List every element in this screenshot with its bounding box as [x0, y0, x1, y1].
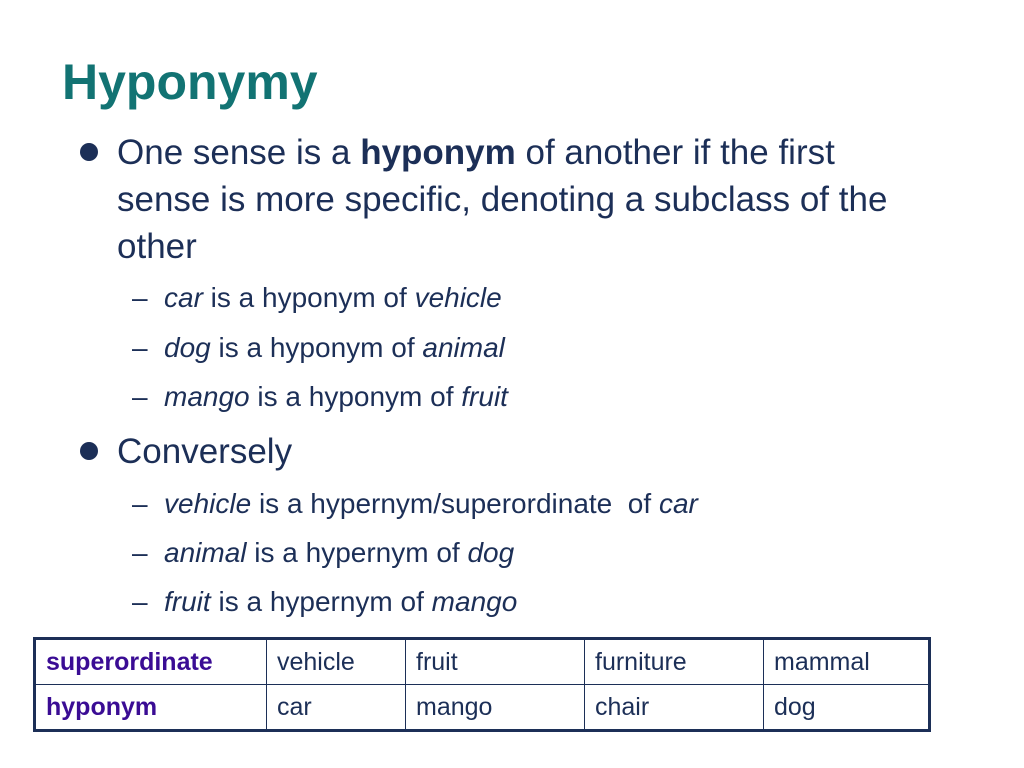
example-term: mango — [164, 381, 250, 412]
bullet-hyponym-definition — [80, 129, 900, 270]
example-target: animal — [422, 332, 505, 363]
bullet-dot-icon — [80, 442, 98, 460]
table-cell: fruit — [406, 639, 585, 685]
example-middle: is a hyponym of — [202, 282, 415, 313]
example-item — [132, 380, 508, 414]
example-term: dog — [164, 332, 211, 363]
example-target: fruit — [461, 381, 508, 412]
table-cell: dog — [764, 685, 930, 731]
table-row — [35, 685, 930, 731]
bullet-text: Conversely — [117, 432, 293, 471]
converse-target: dog — [467, 537, 515, 568]
table-row-label: hyponym — [35, 685, 267, 731]
table-cell: mammal — [764, 639, 930, 685]
table-cell: mango — [406, 685, 585, 731]
bullet-text — [117, 129, 900, 270]
converse-term: fruit — [164, 586, 211, 617]
bullet-dot-icon — [80, 143, 98, 161]
table-cell: vehicle — [267, 639, 406, 685]
example-term: car — [164, 282, 203, 313]
dash-icon: – — [132, 488, 148, 519]
bullet-text-bold: hyponym — [360, 133, 516, 172]
converse-item — [132, 585, 517, 619]
example-middle: is a hyponym of — [249, 381, 462, 412]
table-row — [35, 639, 930, 685]
table-cell: furniture — [585, 639, 764, 685]
converse-item — [132, 536, 514, 570]
converse-term: animal — [164, 537, 247, 568]
dash-icon: – — [132, 282, 148, 313]
dash-icon: – — [132, 537, 148, 568]
table-row-label: superordinate — [35, 639, 267, 685]
example-middle: is a hyponym of — [210, 332, 423, 363]
converse-middle: is a hypernym/superordinate of — [251, 488, 659, 519]
bullet-text-pre: One sense is a — [117, 133, 361, 172]
bullet-text-post: of another if the first sense is more specific, denoting a subclass of the other — [117, 133, 888, 266]
converse-target: car — [658, 488, 698, 519]
converse-term: vehicle — [164, 488, 252, 519]
dash-icon: – — [132, 332, 148, 363]
example-target: vehicle — [414, 282, 502, 313]
bullet-conversely — [80, 428, 900, 475]
example-item — [132, 331, 505, 365]
table-cell: chair — [585, 685, 764, 731]
example-item — [132, 281, 502, 315]
slide-title: Hyponymy — [62, 54, 318, 110]
converse-middle: is a hypernym of — [246, 537, 468, 568]
converse-target: mango — [431, 586, 518, 617]
dash-icon: – — [132, 381, 148, 412]
converse-item — [132, 487, 698, 521]
table-cell: car — [267, 685, 406, 731]
dash-icon: – — [132, 586, 148, 617]
hyponym-table — [33, 637, 931, 732]
converse-middle: is a hypernym of — [210, 586, 432, 617]
